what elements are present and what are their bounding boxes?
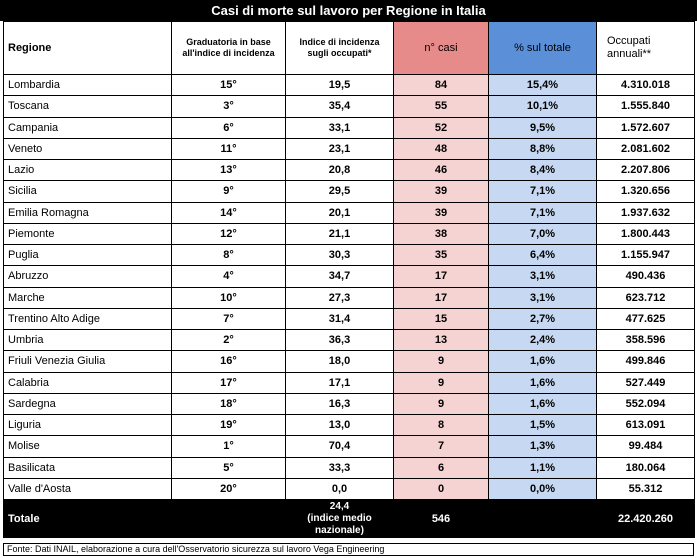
- table-row: [4, 223, 695, 244]
- cell-occupati: 99.484: [597, 436, 695, 457]
- cell-percentuale: 10,1%: [489, 96, 597, 117]
- cell-indice: 21,1: [286, 223, 394, 244]
- header-row: [4, 22, 695, 75]
- table-row: [4, 330, 695, 351]
- table-row: [4, 478, 695, 499]
- cell-percentuale: 6,4%: [489, 245, 597, 266]
- cell-regione: Sicilia: [4, 181, 172, 202]
- cell-occupati: 477.625: [597, 308, 695, 329]
- cell-indice: 18,0: [286, 351, 394, 372]
- header-graduatoria: Graduatoria in base all'indice di incidenza: [172, 22, 286, 75]
- cell-regione: Campania: [4, 117, 172, 138]
- cell-regione: Marche: [4, 287, 172, 308]
- cell-percentuale: 2,7%: [489, 308, 597, 329]
- cell-indice: 16,3: [286, 393, 394, 414]
- cell-occupati: 1.155.947: [597, 245, 695, 266]
- cell-casi: 13: [394, 330, 489, 351]
- table-row: [4, 117, 695, 138]
- table-row: [4, 75, 695, 96]
- cell-graduatoria: 14°: [172, 202, 286, 223]
- cell-occupati: 1.572.607: [597, 117, 695, 138]
- cell-regione: Piemonte: [4, 223, 172, 244]
- cell-casi: 38: [394, 223, 489, 244]
- cell-graduatoria: 1°: [172, 436, 286, 457]
- cell-occupati: 613.091: [597, 415, 695, 436]
- cell-percentuale: 7,1%: [489, 202, 597, 223]
- header-occupati: Occupati annuali**: [597, 22, 695, 75]
- cell-indice: 27,3: [286, 287, 394, 308]
- table-row: [4, 96, 695, 117]
- cell-indice: 23,1: [286, 138, 394, 159]
- header-regione: Regione: [4, 22, 172, 75]
- cell-graduatoria: 3°: [172, 96, 286, 117]
- cell-casi: 9: [394, 393, 489, 414]
- table-row: [4, 372, 695, 393]
- deaths-by-region-table: [3, 21, 695, 538]
- cell-graduatoria: 12°: [172, 223, 286, 244]
- cell-regione: Lazio: [4, 160, 172, 181]
- cell-regione: Sardegna: [4, 393, 172, 414]
- cell-graduatoria: 2°: [172, 330, 286, 351]
- cell-graduatoria: 20°: [172, 478, 286, 499]
- table-row: [4, 138, 695, 159]
- total-graduatoria: [172, 500, 286, 538]
- cell-percentuale: 3,1%: [489, 287, 597, 308]
- cell-regione: Valle d'Aosta: [4, 478, 172, 499]
- cell-casi: 9: [394, 372, 489, 393]
- cell-casi: 17: [394, 266, 489, 287]
- total-indice-cell: [286, 500, 394, 538]
- cell-indice: 13,0: [286, 415, 394, 436]
- cell-casi: 52: [394, 117, 489, 138]
- table-row: [4, 415, 695, 436]
- total-indice: 24,4: [329, 500, 350, 512]
- cell-indice: 20,1: [286, 202, 394, 223]
- cell-occupati: 1.937.632: [597, 202, 695, 223]
- cell-regione: Umbria: [4, 330, 172, 351]
- cell-regione: Friuli Venezia Giulia: [4, 351, 172, 372]
- table-row: [4, 181, 695, 202]
- cell-casi: 35: [394, 245, 489, 266]
- cell-casi: 0: [394, 478, 489, 499]
- header-casi: n° casi: [394, 22, 489, 75]
- table-title: Casi di morte sul lavoro per Regione in Italia: [0, 0, 697, 21]
- cell-occupati: 1.800.443: [597, 223, 695, 244]
- cell-percentuale: 8,4%: [489, 160, 597, 181]
- cell-indice: 29,5: [286, 181, 394, 202]
- cell-regione: Veneto: [4, 138, 172, 159]
- cell-casi: 8: [394, 415, 489, 436]
- cell-casi: 46: [394, 160, 489, 181]
- table-row: [4, 308, 695, 329]
- cell-graduatoria: 7°: [172, 308, 286, 329]
- cell-casi: 39: [394, 202, 489, 223]
- table-row: [4, 351, 695, 372]
- cell-percentuale: 9,5%: [489, 117, 597, 138]
- cell-percentuale: 1,6%: [489, 393, 597, 414]
- cell-occupati: 499.846: [597, 351, 695, 372]
- cell-indice: 19,5: [286, 75, 394, 96]
- cell-occupati: 4.310.018: [597, 75, 695, 96]
- table-row: [4, 160, 695, 181]
- cell-occupati: 2.081.602: [597, 138, 695, 159]
- cell-occupati: 2.207.806: [597, 160, 695, 181]
- cell-graduatoria: 16°: [172, 351, 286, 372]
- cell-indice: 33,1: [286, 117, 394, 138]
- cell-graduatoria: 11°: [172, 138, 286, 159]
- cell-graduatoria: 6°: [172, 117, 286, 138]
- cell-percentuale: 0,0%: [489, 478, 597, 499]
- cell-percentuale: 1,5%: [489, 415, 597, 436]
- total-row: [4, 500, 695, 538]
- cell-graduatoria: 10°: [172, 287, 286, 308]
- cell-graduatoria: 13°: [172, 160, 286, 181]
- table-body: [4, 75, 695, 500]
- cell-regione: Toscana: [4, 96, 172, 117]
- cell-graduatoria: 9°: [172, 181, 286, 202]
- header-indice: Indice di incidenza sugli occupati*: [286, 22, 394, 75]
- cell-regione: Molise: [4, 436, 172, 457]
- cell-casi: 17: [394, 287, 489, 308]
- cell-casi: 9: [394, 351, 489, 372]
- cell-casi: 48: [394, 138, 489, 159]
- cell-casi: 39: [394, 181, 489, 202]
- cell-graduatoria: 4°: [172, 266, 286, 287]
- cell-regione: Lombardia: [4, 75, 172, 96]
- total-casi: 546: [394, 500, 489, 538]
- cell-regione: Abruzzo: [4, 266, 172, 287]
- cell-graduatoria: 5°: [172, 457, 286, 478]
- cell-casi: 84: [394, 75, 489, 96]
- cell-occupati: 1.555.840: [597, 96, 695, 117]
- cell-indice: 20,8: [286, 160, 394, 181]
- cell-occupati: 1.320.656: [597, 181, 695, 202]
- table-row: [4, 457, 695, 478]
- cell-indice: 31,4: [286, 308, 394, 329]
- cell-graduatoria: 18°: [172, 393, 286, 414]
- cell-percentuale: 7,1%: [489, 181, 597, 202]
- total-label: Totale: [4, 500, 172, 538]
- cell-indice: 17,1: [286, 372, 394, 393]
- table-row: [4, 436, 695, 457]
- cell-regione: Trentino Alto Adige: [4, 308, 172, 329]
- cell-occupati: 552.094: [597, 393, 695, 414]
- table-row: [4, 393, 695, 414]
- cell-percentuale: 1,6%: [489, 372, 597, 393]
- cell-occupati: 623.712: [597, 287, 695, 308]
- cell-occupati: 55.312: [597, 478, 695, 499]
- cell-occupati: 358.596: [597, 330, 695, 351]
- cell-percentuale: 2,4%: [489, 330, 597, 351]
- cell-occupati: 527.449: [597, 372, 695, 393]
- cell-casi: 7: [394, 436, 489, 457]
- cell-regione: Liguria: [4, 415, 172, 436]
- cell-indice: 0,0: [286, 478, 394, 499]
- cell-percentuale: 8,8%: [489, 138, 597, 159]
- total-indice-note: (indice medio nazionale): [307, 512, 372, 536]
- cell-indice: 34,7: [286, 266, 394, 287]
- table-row: [4, 266, 695, 287]
- cell-casi: 15: [394, 308, 489, 329]
- cell-percentuale: 7,0%: [489, 223, 597, 244]
- cell-indice: 33,3: [286, 457, 394, 478]
- cell-percentuale: 3,1%: [489, 266, 597, 287]
- cell-percentuale: 15,4%: [489, 75, 597, 96]
- table-row: [4, 202, 695, 223]
- cell-graduatoria: 8°: [172, 245, 286, 266]
- cell-percentuale: 1,6%: [489, 351, 597, 372]
- total-occupati: 22.420.260: [597, 500, 695, 538]
- cell-casi: 55: [394, 96, 489, 117]
- source-note: Fonte: Dati INAIL, elaborazione a cura dell'Osservatorio sicurezza sul lavoro Vega Engineering: [3, 543, 694, 556]
- total-percentuale: [489, 500, 597, 538]
- table-row: [4, 245, 695, 266]
- table-row: [4, 287, 695, 308]
- cell-indice: 70,4: [286, 436, 394, 457]
- cell-percentuale: 1,1%: [489, 457, 597, 478]
- cell-occupati: 180.064: [597, 457, 695, 478]
- cell-regione: Basilicata: [4, 457, 172, 478]
- cell-percentuale: 1,3%: [489, 436, 597, 457]
- cell-regione: Emilia Romagna: [4, 202, 172, 223]
- cell-regione: Calabria: [4, 372, 172, 393]
- cell-graduatoria: 17°: [172, 372, 286, 393]
- cell-indice: 35,4: [286, 96, 394, 117]
- cell-casi: 6: [394, 457, 489, 478]
- cell-graduatoria: 15°: [172, 75, 286, 96]
- cell-indice: 36,3: [286, 330, 394, 351]
- cell-indice: 30,3: [286, 245, 394, 266]
- cell-graduatoria: 19°: [172, 415, 286, 436]
- header-percentuale: % sul totale: [489, 22, 597, 75]
- cell-regione: Puglia: [4, 245, 172, 266]
- cell-occupati: 490.436: [597, 266, 695, 287]
